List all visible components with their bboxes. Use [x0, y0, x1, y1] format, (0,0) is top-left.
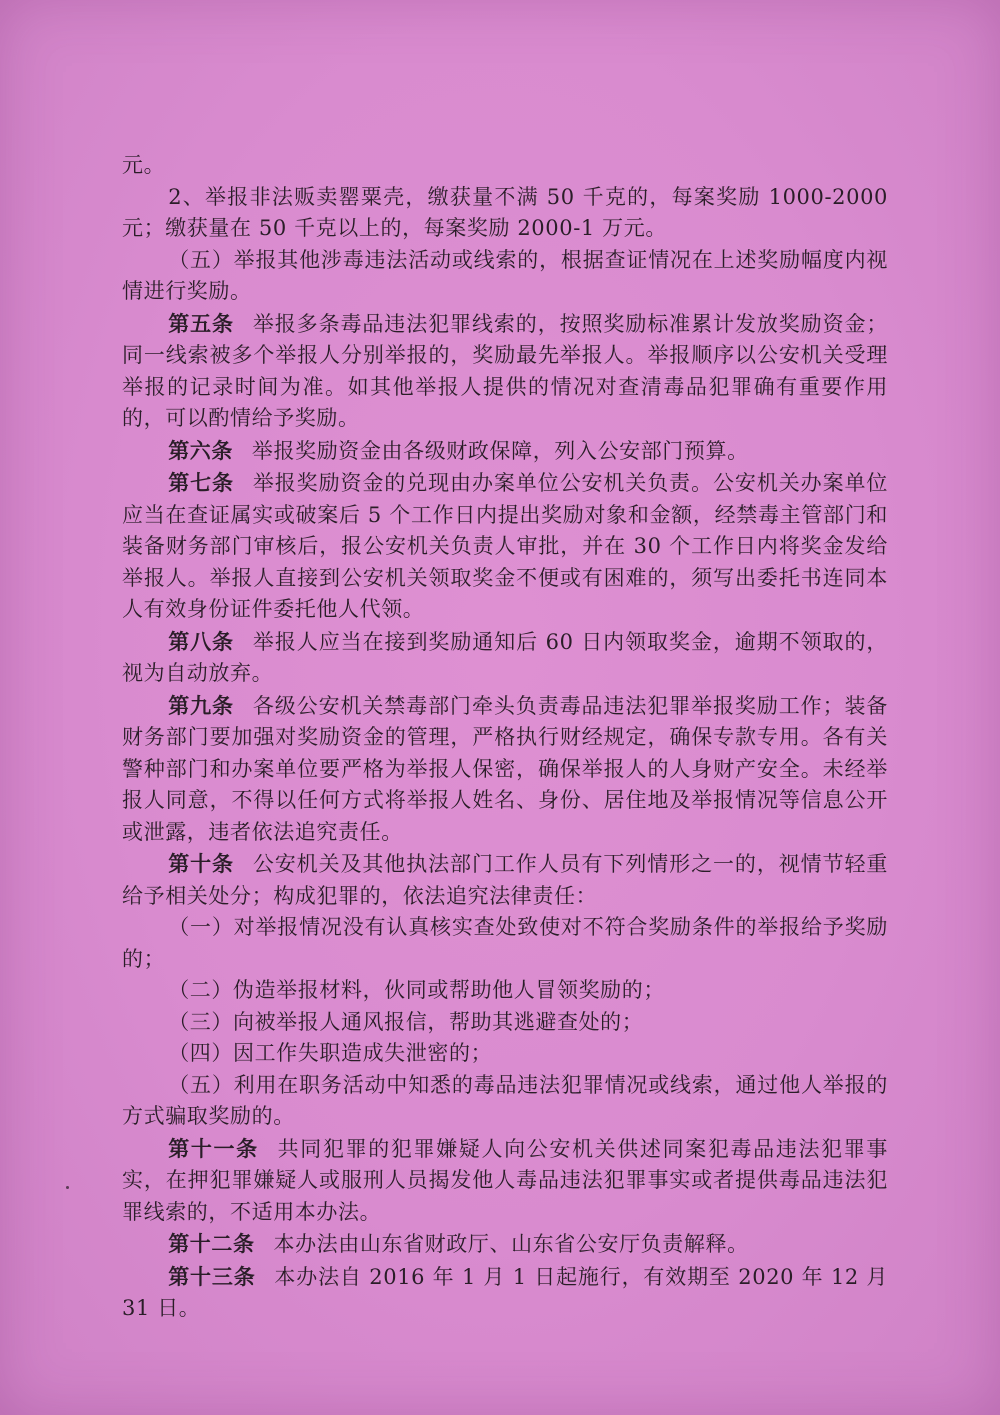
paragraph-text: （五）举报其他涉毒违法活动或线索的，根据查证情况在上述奖励幅度内视情进行奖励。 [122, 247, 888, 303]
article-heading: 第十二条 [168, 1231, 255, 1256]
article-7 [122, 467, 888, 626]
article-12 [122, 1228, 888, 1261]
article-text: 公安机关及其他执法部门工作人员有下列情形之一的，视情节轻重给予相关处分；构成犯罪的，依法追究法律责任： [122, 852, 888, 908]
paragraph-continuation [122, 150, 888, 182]
clause-text: （一）对举报情况没有认真核实查处致使对不符合奖励条件的举报给予奖励的； [122, 915, 888, 971]
article-text: 举报奖励资金由各级财政保障，列入公安部门预算。 [251, 438, 749, 463]
clause-3 [122, 1007, 888, 1039]
paragraph-text: 元。 [122, 153, 166, 177]
clause-text: （三）向被举报人通风报信，帮助其逃避查处的； [168, 1009, 644, 1034]
article-8 [122, 626, 888, 690]
clause-text: （二）伪造举报材料，伙同或帮助他人冒领奖励的； [168, 978, 665, 1002]
paragraph-item-2 [122, 182, 888, 245]
article-heading: 第九条 [168, 692, 234, 718]
clause-text: （五）利用在职务活动中知悉的毒品违法犯罪情况或线索，通过他人举报的方式骗取奖励的。 [122, 1072, 888, 1128]
article-text: 举报奖励资金的兑现由办案单位公安机关负责。公安机关办案单位应当在查证属实或破案后 5 个工作日内提出奖励对象和金额，经禁毒主管部门和装备财务部门审核后，报公安机关负责人审批，并在 30 个工作日内将奖金发给举报人。举报人直接到公安机关领取奖金不便或有困难的，须写出委托书连同本人有效身份证件委托他人代领。 [122, 471, 888, 621]
paragraph-text: 2、举报非法贩卖罂粟壳，缴获量不满 50 千克的，每案奖励 1000-2000 元；缴获量在 50 千克以上的，每案奖励 2000-1 万元。 [122, 184, 888, 240]
clause-1 [122, 912, 888, 975]
article-text: 本办法自 2016 年 1 月 1 日起施行，有效期至 2020 年 12 月 31 日。 [122, 1264, 888, 1320]
article-heading: 第十条 [168, 851, 234, 876]
article-heading: 第十一条 [168, 1135, 259, 1161]
paper-speck [66, 1186, 69, 1189]
article-heading: 第八条 [168, 628, 234, 654]
article-13 [122, 1261, 888, 1325]
article-10 [122, 848, 888, 912]
article-text: 举报人应当在接到奖励通知后 60 日内领取奖金，逾期不领取的，视为自动放弃。 [122, 629, 888, 685]
article-heading: 第七条 [168, 470, 234, 495]
article-heading: 第六条 [168, 437, 233, 463]
clause-5 [122, 1070, 888, 1133]
article-heading: 第十三条 [168, 1263, 256, 1289]
article-5 [122, 308, 888, 435]
article-heading: 第五条 [168, 310, 234, 336]
article-text: 本办法由山东省财政厅、山东省公安厅负责解释。 [273, 1232, 749, 1256]
document-body [122, 150, 888, 1325]
article-11 [122, 1133, 888, 1229]
clause-text: （四）因工作失职造成失泄密的； [168, 1041, 493, 1065]
article-text: 共同犯罪的犯罪嫌疑人向公安机关供述同案犯毒品违法犯罪事实，在押犯罪嫌疑人或服刑人员揭发他人毒品违法犯罪事实或者提供毒品违法犯罪线索的，不适用本办法。 [122, 1136, 888, 1224]
article-text: 举报多条毒品违法犯罪线索的，按照奖励标准累计发放奖励资金；同一线索被多个举报人分别举报的，奖励最先举报人。举报顺序以公安机关受理举报的记录时间为准。如其他举报人提供的情况对查清毒品犯罪确有重要作用的，可以酌情给予奖励。 [122, 311, 888, 430]
paragraph-item-five [122, 245, 888, 308]
clause-4 [122, 1038, 888, 1070]
clause-2 [122, 975, 888, 1007]
article-6 [122, 435, 888, 468]
article-text: 各级公安机关禁毒部门牵头负责毒品违法犯罪举报奖励工作；装备财务部门要加强对奖励资金的管理，严格执行财经规定，确保专款专用。各有关警种部门和办案单位要严格为举报人保密，确保举报人的人身财产安全。未经举报人同意，不得以任何方式将举报人姓名、身份、居住地及举报情况等信息公开或泄露，违者依法追究责任。 [122, 693, 888, 844]
article-9 [122, 690, 888, 849]
